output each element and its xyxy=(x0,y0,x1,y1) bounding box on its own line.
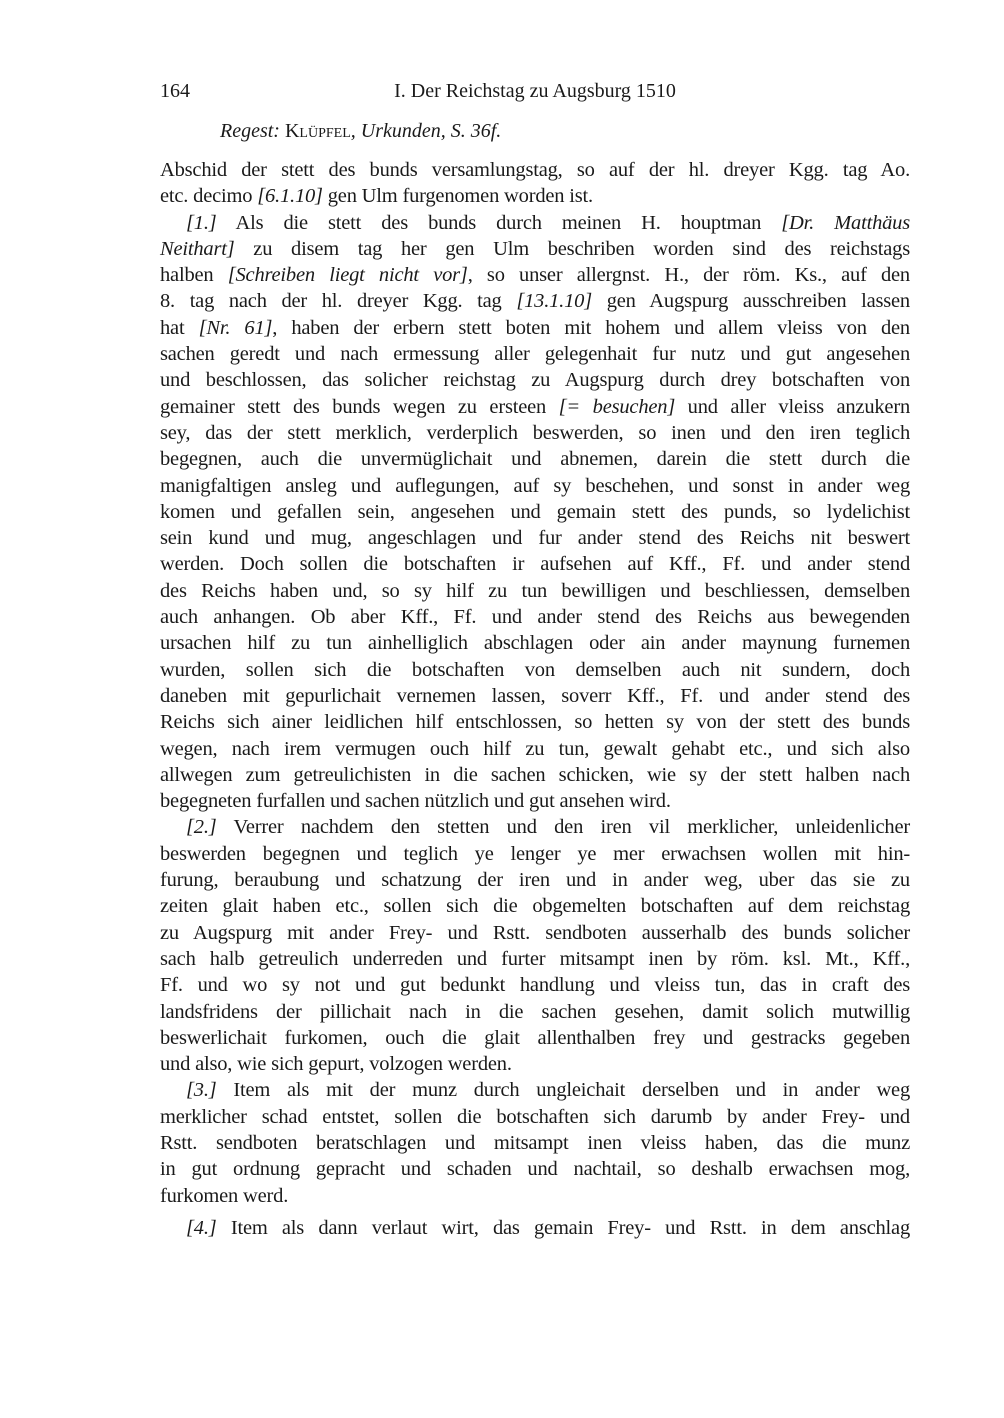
text-line xyxy=(160,315,910,341)
text-segment: Ff. und wo sy not und gut bedunkt handlung und vleiss tun, das in craft des xyxy=(160,974,910,997)
text-segment: wegen, nach irem vermugen ouch hilf zu tun, gewalt gehabt etc., und sich also xyxy=(160,737,910,760)
text-line xyxy=(160,762,910,788)
text-line xyxy=(160,946,910,972)
text-segment: sachen geredt und nach ermessung aller gelegenhait fur nutz und gut angesehen xyxy=(160,343,910,366)
text-line xyxy=(160,551,910,577)
text-line xyxy=(160,1025,910,1051)
text-segment: und beschlossen, das solicher reichstag zu Augspurg durch drey botschaften von xyxy=(160,369,910,392)
text-segment: Reichs sich ainer leidlichen hilf entschlossen, so hetten sy von der stett des bunds xyxy=(160,711,910,734)
running-title: I. Der Reichstag zu Augsburg 1510 xyxy=(394,80,676,102)
text-segment: zeiten glait haben etc., sollen sich die obgemelten botschaften auf dem reichstag xyxy=(160,895,910,918)
text-segment: gen Augspurg ausschreiben lassen xyxy=(591,290,910,313)
text-segment: sein kund und mug, angeschlagen und fur ander stend des Reichs nit beswert xyxy=(160,527,910,550)
regest-author: Klüpfel xyxy=(284,120,351,142)
text-line xyxy=(160,1104,910,1130)
text-segment: , so unser allergnst. H., der röm. Ks., auf den xyxy=(467,264,910,287)
text-segment: Rstt. sendboten beratschlagen und mitsampt inen vleiss haben, das die munz xyxy=(160,1131,910,1154)
text-line xyxy=(160,736,910,762)
text-line xyxy=(160,1077,910,1103)
text-segment: sach halb getreulich underreden und furter mitsampt inen by röm. ksl. Mt., Kff., xyxy=(160,947,910,970)
text-segment: des Reichs haben und, so sy hilf zu tun bewilligen und beschliessen, demselben xyxy=(160,579,910,602)
text-line xyxy=(160,999,910,1025)
text-line xyxy=(160,578,910,604)
text-line xyxy=(160,788,910,814)
text-line xyxy=(160,1215,910,1241)
text-segment: werden. Doch sollen die botschaften ir aufsehen auf Kff., Ff. und ander stend xyxy=(160,553,910,576)
text-segment: 8. tag nach der hl. dreyer Kgg. tag xyxy=(160,290,517,313)
text-line xyxy=(160,814,910,840)
paragraph xyxy=(160,1215,910,1241)
paragraph xyxy=(160,1077,910,1208)
text-line xyxy=(160,183,910,209)
paragraph xyxy=(160,210,910,815)
editorial-note: [= besuchen] xyxy=(558,395,676,418)
text-segment: gemainer stett des bunds wegen zu ersteen xyxy=(160,395,559,418)
text-segment: Item als mit der munz durch ungleichait derselben und in ander weg xyxy=(216,1079,910,1102)
text-line xyxy=(160,210,910,236)
text-segment: in gut ordnung gepracht und schaden und nachtail, so deshalb erwachsen mog, xyxy=(160,1158,910,1181)
text-line xyxy=(160,841,910,867)
text-line xyxy=(160,1130,910,1156)
text-segment: sey, das der stett merklich, verderplich beswerden, so inen und den iren teglich xyxy=(160,421,910,444)
text-line xyxy=(160,1156,910,1182)
page-header xyxy=(160,80,910,108)
text-segment: Verrer nachdem den stetten und den iren vil merklicher, unleidenlicher xyxy=(216,816,910,839)
text-line xyxy=(160,499,910,525)
text-line xyxy=(160,394,910,420)
text-line xyxy=(160,709,910,735)
text-line xyxy=(160,262,910,288)
text-segment: Als die stett des bunds durch meinen H. houptman xyxy=(216,211,782,234)
editorial-note: [3.] xyxy=(186,1079,217,1102)
text-segment: , haben der erbern stett boten mit hohem und allem vleiss von den xyxy=(272,316,910,339)
text-line xyxy=(160,420,910,446)
editorial-note: Neithart] xyxy=(160,237,235,260)
editorial-note: [13.1.10] xyxy=(516,290,592,313)
text-segment: und also, wie sich gepurt, volzogen werden. xyxy=(160,1053,512,1076)
editorial-note: [2.] xyxy=(186,816,217,839)
text-line xyxy=(160,920,910,946)
text-segment: allwegen zum getreulichisten in die sachen schicken, wie sy der stett halben nach xyxy=(160,763,910,786)
text-line xyxy=(160,367,910,393)
text-line xyxy=(160,1051,910,1077)
regest-separator: , xyxy=(350,120,361,142)
editorial-note: [Schreiben liegt nicht vor] xyxy=(227,264,468,287)
text-line xyxy=(160,657,910,683)
text-segment: auch anhangen. Ob aber Kff., Ff. und ander stend des Reichs aus bewegenden xyxy=(160,606,910,629)
text-line xyxy=(160,288,910,314)
regest-reference xyxy=(220,120,501,143)
text-segment: landsfridens der pillichait nach in die sachen gesehen, damit solich mutwillig xyxy=(160,1000,910,1023)
text-segment: zu disem tag her gen Ulm beschriben worden sind des reichstags xyxy=(234,237,910,260)
paragraph xyxy=(160,814,910,1077)
text-line xyxy=(160,893,910,919)
text-segment: beswerlichait furkomen, ouch die glait allenthalben frey und gestracks gegeben xyxy=(160,1026,910,1049)
text-segment: ursachen hilf zu tun ainhelliglich abschlagen oder ain ander maynung furnemen xyxy=(160,632,910,655)
regest-work: Urkunden, S. 36f. xyxy=(360,120,502,142)
editorial-note: [1.] xyxy=(186,211,217,234)
text-line xyxy=(160,341,910,367)
editorial-note: [6.1.10] xyxy=(257,185,323,208)
document-body xyxy=(160,157,910,1241)
text-segment: beswerden begegnen und teglich ye lenger ye mer erwachsen wollen mit hin- xyxy=(160,842,910,865)
text-segment: halben xyxy=(160,264,228,287)
text-line xyxy=(160,525,910,551)
page-number: 164 xyxy=(160,80,190,102)
text-line xyxy=(160,683,910,709)
text-segment: wurden, sollen sich die botschaften von demselben auch nit sundern, doch xyxy=(160,658,910,681)
text-segment: gen Ulm furgenomen worden ist. xyxy=(322,185,593,208)
text-segment: begegneten furfallen und sachen nützlich und gut ansehen wird. xyxy=(160,790,671,813)
text-segment: merklicher schad entstet, sollen die botschaften sich darumb by ander Frey- und xyxy=(160,1105,910,1128)
text-segment: daneben mit gepurlichait vernemen lassen, soverr Kff., Ff. und ander stend des xyxy=(160,684,910,707)
text-segment: Item als dann verlaut wirt, das gemain Frey- und Rstt. in dem anschlag xyxy=(216,1216,910,1239)
editorial-note: [Nr. 61] xyxy=(198,316,273,339)
text-line xyxy=(160,1183,910,1209)
regest-label: Regest: xyxy=(220,120,280,142)
editorial-note: [4.] xyxy=(186,1216,217,1239)
text-segment: komen und gefallen sein, angesehen und gemain stett des punds, so lydelichist xyxy=(160,500,910,523)
text-line xyxy=(160,972,910,998)
text-segment: zu Augspurg mit ander Frey- und Rstt. sendboten ausserhalb des bunds solicher xyxy=(160,921,910,944)
editorial-note: [Dr. Matthäus xyxy=(781,211,910,234)
text-line xyxy=(160,473,910,499)
text-segment: furung, beraubung und schatzung der iren und in ander weg, uber das sie zu xyxy=(160,869,910,892)
text-segment: hat xyxy=(160,316,199,339)
text-segment: Abschid der stett des bunds versamlungstag, so auf der hl. dreyer Kgg. tag Ao. xyxy=(160,159,910,181)
paragraph xyxy=(160,157,910,210)
text-segment: etc. decimo xyxy=(160,185,258,208)
text-line xyxy=(160,604,910,630)
text-segment: furkomen werd. xyxy=(160,1184,289,1207)
text-line xyxy=(160,867,910,893)
text-line xyxy=(160,236,910,262)
text-line xyxy=(160,446,910,472)
text-line xyxy=(160,157,910,183)
text-segment: begegnen, auch die unvermüglichait und abnemen, darein die stett durch die xyxy=(160,448,910,471)
text-segment: manigfaltigen ansleg und auflegungen, auf sy beschehen, und sonst in ander weg xyxy=(160,474,910,497)
text-segment: und aller vleiss anzukern xyxy=(675,395,910,418)
text-line xyxy=(160,630,910,656)
